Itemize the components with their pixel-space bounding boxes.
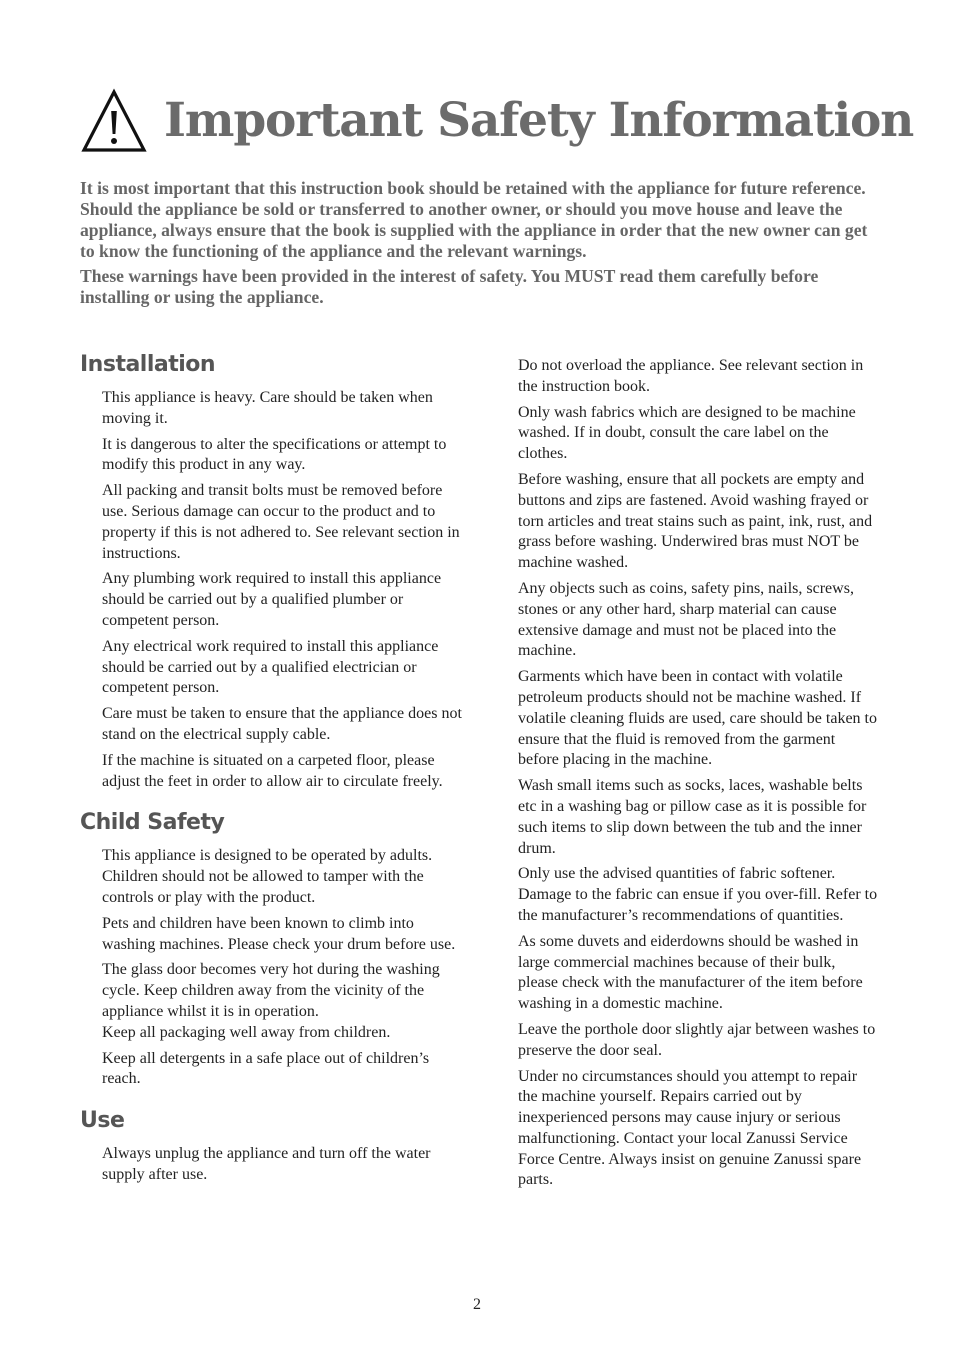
list-item: Always unplug the appliance and turn off the water supply after use. <box>102 1145 431 1183</box>
use-continued-list <box>518 356 878 1191</box>
list-item: Leave the porthole door slightly ajar between washes to preserve the door seal. <box>518 1020 876 1059</box>
right-column <box>518 356 878 1196</box>
intro-paragraph: It is most important that this instruction book should be retained with the appliance for future reference. Should the appliance be sold or transferred to another owner, or should you move house and leave the appliance, always ensure that the book is supplied with the appliance in order that the new owner can get to know the functioning of the appliance and the relevant warnings. <box>80 178 868 261</box>
warning-triangle-icon <box>80 84 148 156</box>
list-item: Any objects such as coins, safety pins, nails, screws, stones or any other hard, sharp material can cause extensive damage and must not be placed into the machine. <box>518 579 854 660</box>
list-item: Any plumbing work required to install this appliance should be carried out by a qualified plumber or competent person. <box>102 570 442 629</box>
list-item: If the machine is situated on a carpeted floor, please adjust the feet in order to allow air to circulate freely. <box>102 751 443 790</box>
list-item: This appliance is heavy. Care should be taken when moving it. <box>102 389 433 427</box>
left-column <box>80 348 465 1200</box>
list-item: Before washing, ensure that all pockets are empty and buttons and zips are fastened. Avoid washing frayed or torn articles and treat stains such as paint, ink, rust, and grass before washing. Underwired bras must NOT be machine washed. <box>518 470 873 572</box>
page-number: 2 <box>473 1296 481 1313</box>
list-item: Pets and children have been known to climb into washing machines. Please check your drum before use. <box>102 914 456 953</box>
page-title: Important Safety Information <box>164 92 914 148</box>
list-item: Wash small items such as socks, laces, washable belts etc in a washing bag or pillow case as it is possible for such items to slip down between the tub and the inner drum. <box>518 777 867 857</box>
use-list <box>102 1144 465 1186</box>
title-row <box>80 84 913 156</box>
intro-paragraph: These warnings have been provided in the interest of safety. You MUST read them carefully before installing or using the appliance. <box>80 266 819 307</box>
list-item: As some duvets and eiderdowns should be washed in large commercial machines because of their bulk, please check with the manufacturer of the item before washing in a domestic machine. <box>518 932 863 1013</box>
list-item: Keep all packaging well away from children. <box>102 1023 391 1041</box>
list-item: Any electrical work required to install this appliance should be carried out by a qualified electrician or competent person. <box>102 637 439 697</box>
list-item: Only use the advised quantities of fabric softener. Damage to the fabric can ensue if you over-fill. Refer to the manufacturer’s recommendations of quantities. <box>518 865 878 924</box>
use-heading: Use <box>80 1108 125 1134</box>
list-item: Keep all detergents in a safe place out of children’s reach. <box>102 1049 430 1088</box>
list-item: It is dangerous to alter the specifications or attempt to modify this product in any way. <box>102 435 447 474</box>
installation-heading: Installation <box>80 352 216 377</box>
list-item: The glass door becomes very hot during the washing cycle. Keep children away from the vicinity of the appliance whilst it is in operation. <box>102 961 440 1020</box>
list-item: Under no circumstances should you attempt to repair the machine yourself. Repairs carried out by inexperienced persons may cause injury or serious malfunctioning. Contact your local Zanussi Service Force Centre. Always insist on genuine Zanussi spare parts. <box>518 1067 862 1189</box>
intro-text <box>80 178 880 312</box>
list-item: This appliance is designed to be operated by adults. Children should not be allowed to tamper with the controls or play with the product. <box>102 847 433 906</box>
list-item: Do not overload the appliance. See relevant section in the instruction book. <box>518 357 864 395</box>
child-safety-list <box>102 846 465 1090</box>
list-item: Garments which have been in contact with volatile petroleum products should not be machine washed. If volatile cleaning fluids are used, care should be taken to ensure that the fluid is removed from the garment before placing in the machine. <box>518 668 877 769</box>
list-item: Only wash fabrics which are designed to be machine washed. If in doubt, consult the care label on the clothes. <box>518 403 856 463</box>
list-item: All packing and transit bolts must be removed before use. Serious damage can occur to the product and to property if this is not adhered to. See relevant section in instructions. <box>102 482 460 562</box>
list-item: Care must be taken to ensure that the appliance does not stand on the electrical supply cable. <box>102 705 462 743</box>
installation-list <box>102 388 465 792</box>
child-safety-heading: Child Safety <box>80 810 225 836</box>
